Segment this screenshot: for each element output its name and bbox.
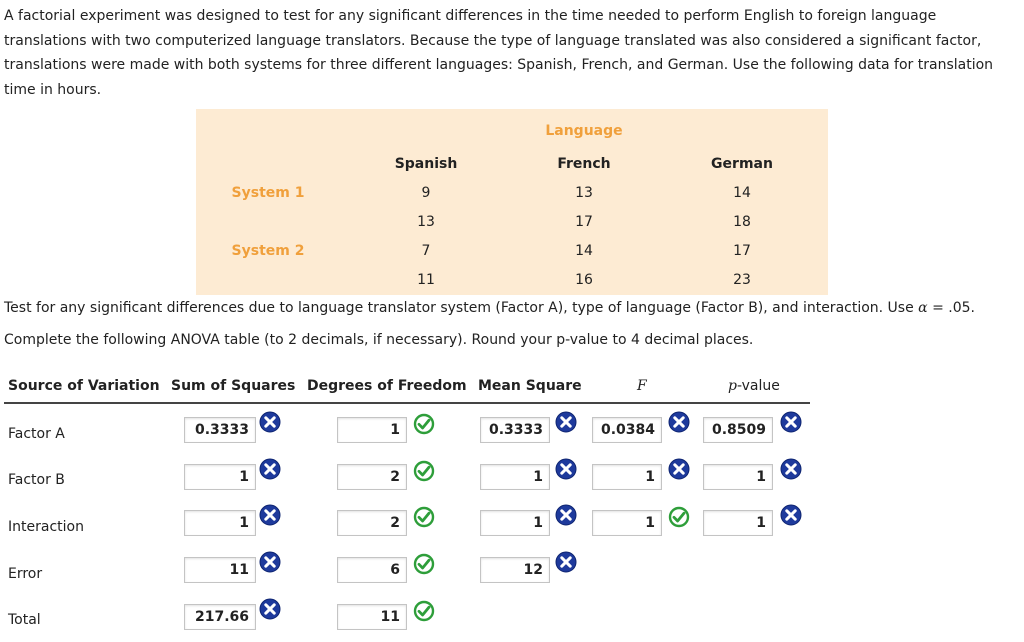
anova-header-row xyxy=(4,376,810,404)
data-cell: 11 xyxy=(417,272,435,288)
data-cell: 16 xyxy=(575,272,593,288)
translation-data-table xyxy=(196,109,828,295)
interaction-ss-input[interactable]: 1 xyxy=(184,510,256,536)
error-ms-wrong-icon xyxy=(555,551,577,573)
total-ss-input[interactable]: 217.66 xyxy=(184,604,256,630)
factor-b-f-input[interactable]: 1 xyxy=(592,464,662,490)
alpha-value: = .05. xyxy=(932,300,975,316)
data-cell: 17 xyxy=(575,214,593,230)
interaction-ms-input[interactable]: 1 xyxy=(480,510,550,536)
factor-b-ss-input[interactable]: 1 xyxy=(184,464,256,490)
error-ss-input[interactable]: 11 xyxy=(184,557,256,583)
factor-a-ss-input[interactable]: 0.3333 xyxy=(184,417,256,443)
row-label-factor-a: Factor A xyxy=(8,426,65,442)
factor-a-p-wrong-icon xyxy=(780,411,802,433)
interaction-p-input[interactable]: 1 xyxy=(703,510,773,536)
column-header-german: German xyxy=(711,156,773,172)
error-df-input[interactable]: 6 xyxy=(337,557,407,583)
data-cell: 14 xyxy=(575,243,593,259)
factor-a-ss-wrong-icon xyxy=(259,411,281,433)
total-df-input[interactable]: 11 xyxy=(337,604,407,630)
data-cell: 14 xyxy=(733,185,751,201)
interaction-df-correct-icon xyxy=(413,506,435,528)
factor-b-ms-input[interactable]: 1 xyxy=(480,464,550,490)
factor-b-df-input[interactable]: 2 xyxy=(337,464,407,490)
header-degrees-of-freedom: Degrees of Freedom xyxy=(307,378,467,394)
data-cell: 18 xyxy=(733,214,751,230)
anova-instructions: Complete the following ANOVA table (to 2 decimals, if necessary). Round your p-value to 4 decimal places. xyxy=(4,332,754,348)
factor-b-p-input[interactable]: 1 xyxy=(703,464,773,490)
interaction-f-input[interactable]: 1 xyxy=(592,510,662,536)
error-df-correct-icon xyxy=(413,553,435,575)
factor-b-ms-wrong-icon xyxy=(555,458,577,480)
interaction-f-correct-icon xyxy=(668,506,690,528)
factor-b-ss-wrong-icon xyxy=(259,458,281,480)
header-f: F xyxy=(637,378,647,394)
language-header: Language xyxy=(545,123,623,139)
test-instructions xyxy=(4,300,975,316)
factor-a-f-input[interactable]: 0.0384 xyxy=(592,417,662,443)
total-df-correct-icon xyxy=(413,600,435,622)
alpha-symbol: α xyxy=(918,300,928,316)
row-label-error: Error xyxy=(8,566,43,582)
factor-b-p-wrong-icon xyxy=(780,458,802,480)
header-p-value xyxy=(728,378,780,394)
header-p-symbol: p xyxy=(728,378,737,394)
factor-a-ms-wrong-icon xyxy=(555,411,577,433)
data-cell: 13 xyxy=(575,185,593,201)
interaction-df-input[interactable]: 2 xyxy=(337,510,407,536)
factor-a-p-input[interactable]: 0.8509 xyxy=(703,417,773,443)
factor-a-df-input[interactable]: 1 xyxy=(337,417,407,443)
error-ms-input[interactable]: 12 xyxy=(480,557,550,583)
row-label-factor-b: Factor B xyxy=(8,472,65,488)
factor-a-ms-input[interactable]: 0.3333 xyxy=(480,417,550,443)
data-cell: 17 xyxy=(733,243,751,259)
data-cell: 23 xyxy=(733,272,751,288)
problem-intro: A factorial experiment was designed to test for any significant differences in the time needed to perform English to foreign language translations with two computerized language translators. Because the type of language translated was also considered a significant factor, translations were made with both systems for three different languages: Spanish, French, and German. Use the following data for translation time in hours. xyxy=(4,8,994,98)
data-cell: 13 xyxy=(417,214,435,230)
factor-b-f-wrong-icon xyxy=(668,458,690,480)
data-cell: 7 xyxy=(421,243,431,259)
factor-b-df-correct-icon xyxy=(413,460,435,482)
column-header-french: French xyxy=(557,156,611,172)
interaction-ms-wrong-icon xyxy=(555,504,577,526)
error-ss-wrong-icon xyxy=(259,551,281,573)
total-ss-wrong-icon xyxy=(259,598,281,620)
header-sum-of-squares: Sum of Squares xyxy=(171,378,296,394)
row-label-total: Total xyxy=(8,612,41,628)
column-header-spanish: Spanish xyxy=(394,156,458,172)
interaction-ss-wrong-icon xyxy=(259,504,281,526)
test-instructions-text: Test for any significant differences due to language translator system (Factor A), type of language (Factor B), and interaction. Use xyxy=(4,300,914,316)
header-source: Source of Variation xyxy=(8,378,160,394)
data-cell: 9 xyxy=(421,185,431,201)
interaction-p-wrong-icon xyxy=(780,504,802,526)
row-label-system-1: System 1 xyxy=(231,185,305,201)
factor-a-f-wrong-icon xyxy=(668,411,690,433)
row-label-system-2: System 2 xyxy=(231,243,305,259)
row-label-interaction: Interaction xyxy=(8,519,84,535)
factor-a-df-correct-icon xyxy=(413,413,435,435)
header-mean-square: Mean Square xyxy=(478,378,582,394)
header-p-suffix: -value xyxy=(736,378,780,394)
